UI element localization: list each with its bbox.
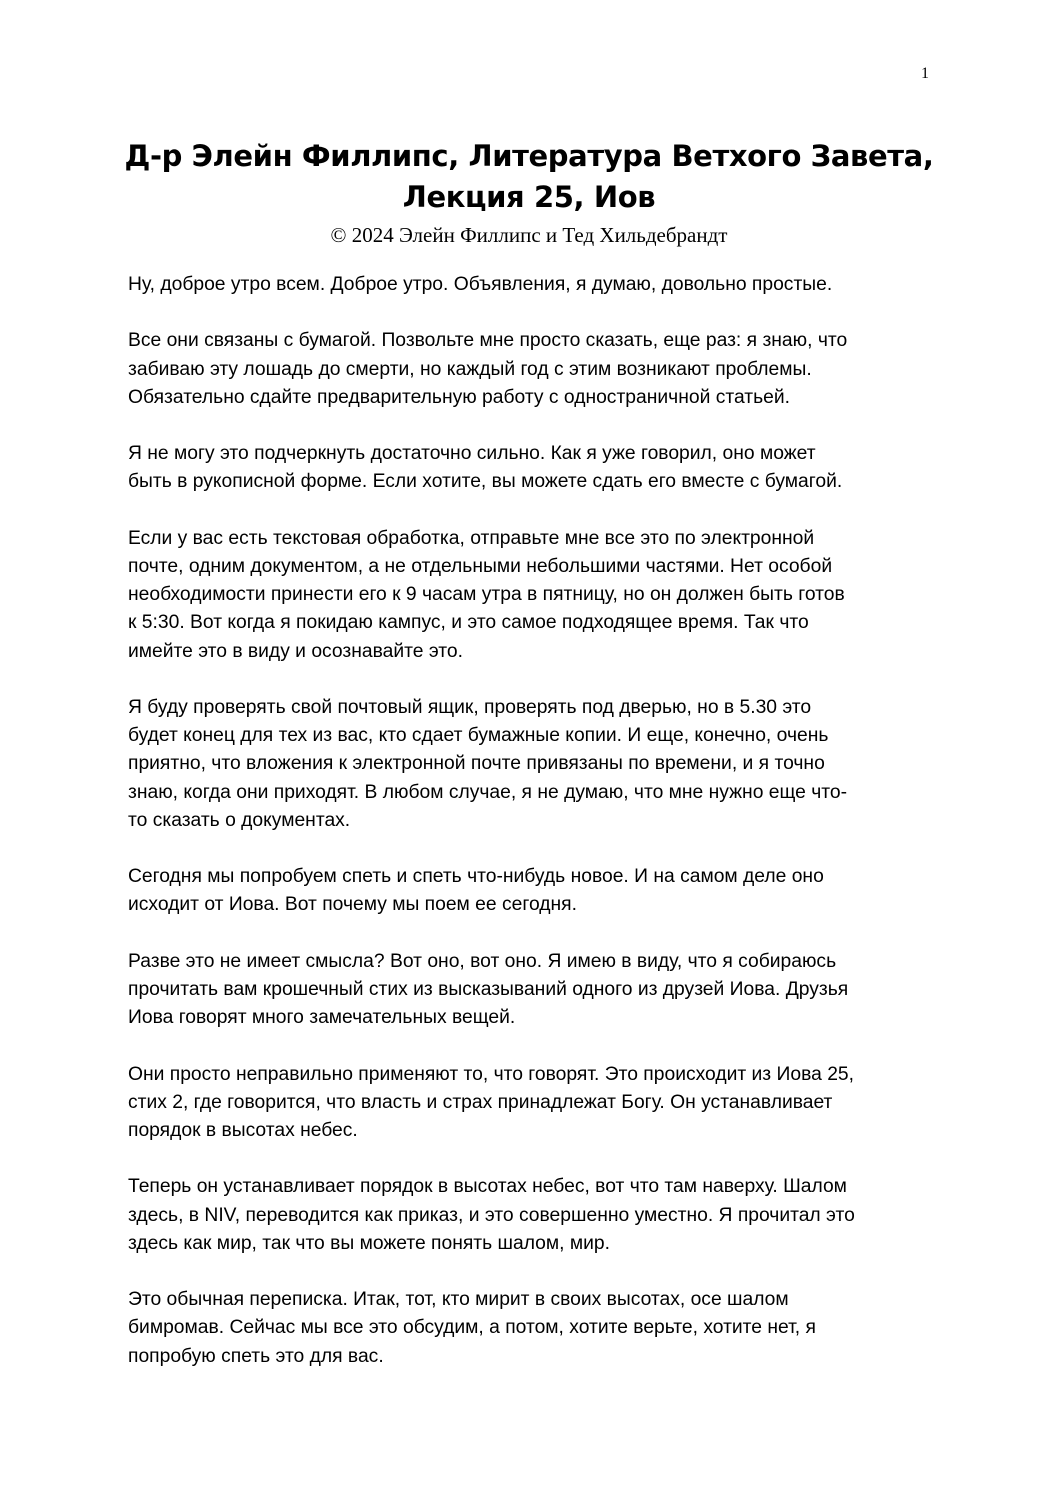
paragraph-line: Обязательно сдайте предварительную работу с одностраничной статьей. [128,386,790,408]
paragraph-line: прочитать вам крошечный стих из высказываний одного из друзей Иова. Друзья [128,978,849,1000]
paragraph-line: к 5:30. Вот когда я покидаю кампус, и это самое подходящее время. Так что [128,612,809,634]
paragraph [128,440,928,496]
copyright-line: © 2024 Элейн Филлипс и Тед Хильдебрандт [330,223,728,247]
paragraph-line: Если у вас есть текстовая обработка, отправьте мне все это по электронной [128,527,815,549]
paragraph [128,327,928,412]
paragraph [128,694,928,835]
paragraph [128,271,928,299]
paragraph-line: будет конец для тех из вас, кто сдает бумажные копии. И еще, конечно, очень [128,725,829,747]
paragraph-line: Это обычная переписка. Итак, тот, кто мирит в своих высотах, осе шалом [128,1289,789,1311]
paragraph [128,1286,928,1371]
paragraph-line: Ну, доброе утро всем. Доброе утро. Объявления, я думаю, довольно простые. [128,274,833,295]
paragraph [128,948,928,1033]
paragraph [128,1061,928,1146]
paragraph-line: Сегодня мы попробуем спеть и спеть что-нибудь новое. И на самом деле оно [128,866,824,888]
paragraph-line: Они просто неправильно применяют то, что говорят. Это происходит из Иова 25, [128,1063,854,1085]
paragraph-line: забиваю эту лошадь до смерти, но каждый год с этим возникают проблемы. [128,358,812,380]
paragraph-line: Я не могу это подчеркнуть достаточно сильно. Как я уже говорил, оно может [128,443,816,465]
paragraph [128,1173,928,1258]
title-line-1: Д-р Элейн Филлипс, Литература Ветхого Завета, [124,139,934,173]
lecture-text [128,271,928,1399]
paragraph-line: Все они связаны с бумагой. Позвольте мне просто сказать, еще раз: я знаю, что [128,330,848,352]
paragraph-line: то сказать о документах. [128,809,351,831]
paragraph-line: бимромав. Сейчас мы все это обсудим, а потом, хотите верьте, хотите нет, я [128,1317,816,1339]
paragraph-line: здесь, в NIV, переводится как приказ, и это совершенно уместно. Я прочитал это [128,1204,855,1226]
paragraph-line: необходимости принести его к 9 часам утра в пятницу, но он должен быть готов [128,584,845,606]
title-line-2: Лекция 25, Иов [402,180,656,214]
paragraph-line: здесь как мир, так что вы можете понять шалом, мир. [128,1232,610,1254]
paragraph-line: знаю, когда они приходят. В любом случае, я не думаю, что мне нужно еще что- [128,781,848,803]
paragraph-line: Теперь он устанавливает порядок в высотах небес, вот что там наверху. Шалом [128,1176,847,1198]
paragraph-line: Разве это не имеет смысла? Вот оно, вот оно. Я имею в виду, что я собираюсь [128,950,837,972]
paragraph-line: приятно, что вложения к электронной почте привязаны по времени, и я точно [128,753,825,775]
paragraph [128,525,928,666]
paragraph-line: Иова говорят много замечательных вещей. [128,1007,516,1029]
paragraph-line: почте, одним документом, а не отдельными небольшими частями. Нет особой [128,555,833,577]
paragraph-line: стих 2, где говорится, что власть и страх принадлежат Богу. Он устанавливает [128,1091,833,1113]
paragraph [128,863,928,919]
paragraph-line: имейте это в виду и осознавайте это. [128,640,463,662]
paragraph-line: порядок в высотах небес. [128,1119,358,1141]
paragraph-line: попробую спеть это для вас. [128,1345,384,1367]
paragraph-line: Я буду проверять свой почтовый ящик, проверять под дверью, но в 5.30 это [128,696,812,718]
paragraph-line: исходит от Иова. Вот почему мы поем ее сегодня. [128,894,577,916]
document-title [60,136,998,218]
page-number: 1 [921,65,929,82]
paragraph-line: быть в рукописной форме. Если хотите, вы можете сдать его вместе с бумагой. [128,471,843,493]
